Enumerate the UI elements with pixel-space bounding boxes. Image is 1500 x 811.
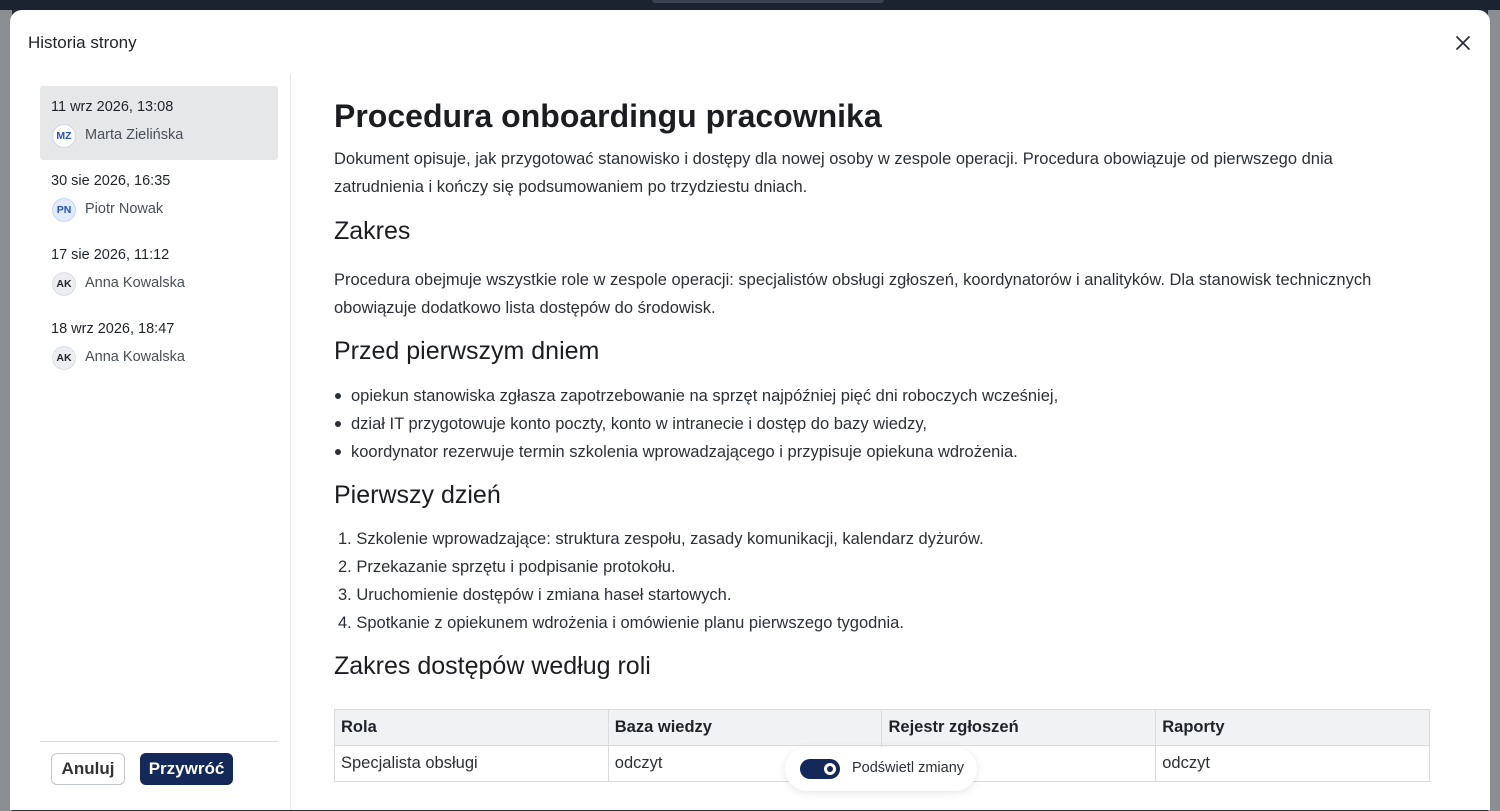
bullet-icon	[335, 393, 341, 399]
close-icon	[1455, 35, 1471, 51]
avatar: MZ	[52, 124, 76, 148]
list-item: 1. Szkolenie wprowadzające: struktura zespołu, zasady komunikacji, kalendarz dyżurów.	[338, 530, 984, 548]
highlight-changes-toggle[interactable]	[800, 759, 840, 779]
version-date: 11 wrz 2026, 13:08	[51, 99, 174, 115]
table-header: Raporty	[1156, 710, 1430, 746]
sidebar-footer-divider	[40, 741, 278, 742]
version-item[interactable]	[40, 308, 278, 382]
document-title: Procedura onboardingu pracownika	[334, 98, 882, 134]
version-item[interactable]	[40, 160, 278, 234]
version-list	[40, 86, 278, 810]
section-heading-scope: Zakres	[334, 217, 411, 245]
avatar: PN	[52, 198, 76, 222]
list-item: 4. Spotkanie z opiekunem wdrożenia i omówienie planu pierwszego tygodnia.	[338, 614, 904, 632]
version-date: 18 wrz 2026, 18:47	[51, 321, 175, 337]
bullet-icon	[335, 449, 341, 455]
version-date: 17 sie 2026, 11:12	[51, 247, 170, 263]
page-history-modal	[10, 10, 1490, 810]
version-date: 30 sie 2026, 16:35	[51, 173, 171, 189]
sidebar-divider	[290, 74, 291, 810]
section-heading-access: Zakres dostępów według roli	[334, 652, 651, 680]
highlight-changes-control	[785, 747, 977, 791]
section-heading-before-first-day: Przed pierwszym dniem	[334, 337, 600, 365]
table-cell: Specjalista obsługi	[335, 746, 609, 782]
table-cell: odczyt	[608, 746, 882, 782]
table-header-row	[335, 710, 1430, 746]
modal-title: Historia strony	[28, 33, 137, 52]
restore-button[interactable]: Przywróć	[140, 753, 233, 785]
list-item: 2. Przekazanie sprzętu i podpisanie protokołu.	[338, 558, 676, 576]
bullet-icon	[335, 421, 341, 427]
browser-top-bar	[0, 0, 1500, 10]
toggle-knob	[824, 763, 836, 775]
list-item: 3. Uruchomienie dostępów i zmiana haseł startowych.	[338, 586, 732, 604]
cancel-button[interactable]: Anuluj	[51, 753, 125, 785]
version-author: Marta Zielińska	[85, 127, 184, 143]
document-intro: Dokument opisuje, jak przygotować stanowisko i dostępy dla nowej osoby w zespole operacji. Procedura obowiązuje od pierwszego dnia zatrudnienia i kończy się podsumowaniem po trzydziestu dniach.	[334, 150, 1333, 196]
highlight-changes-label: Podświetl zmiany	[852, 760, 965, 776]
document-preview[interactable]: Procedura onboardingu pracownika Dokument opisuje, jak przygotować stanowisko i dostępy dla nowej osoby w zespole operacji. Procedura obowiązuje od pierwszego dnia zatrudnienia i kończy się podsumowaniem po trzydziestu dniach. Zakres Procedura obejmuje wszystkie role w zespole operacji: specjalistów obsługi zgłoszeń, koordynatorów i analityków. Dla stanowisk technicznych obowiązuje dodatkowo lista dostępów do środowisk. Przed pierwszym dniem opiekun stanowiska zgłasza zapotrzebowanie na sprzęt najpóźniej pięć dni roboczych wcześniej, dział IT przygotowuje konto poczty, konto w intranecie i dostęp do bazy wiedzy, koordynator rezerwuje termin szkolenia wprowadzającego i przypisuje opiekuna wdrożenia. Pierwszy dzień 1. Szkolenie wprowadzające: struktura zespołu, zasady komunikacji, kalendarz dyżurów. 2. Przekazanie sprzętu i podpisanie protokołu. 3. Uruchomienie dostępów i zmiana haseł startowych. 4. Spotkanie z opiekunem wdrożenia i omówienie planu pierwszego tygodnia. Zakres dostępów według roli Rola Baza wiedzy Rejestr zgłoszeń Raporty Specjalista obsługi odczyt odczyt	[334, 74, 1434, 760]
version-author: Piotr Nowak	[85, 201, 164, 217]
table-header: Rejestr zgłoszeń	[882, 710, 1156, 746]
table-header: Baza wiedzy	[608, 710, 882, 746]
version-author: Anna Kowalska	[85, 349, 185, 365]
version-author: Anna Kowalska	[85, 275, 185, 291]
section-heading-first-day: Pierwszy dzień	[334, 481, 501, 509]
scope-paragraph: Procedura obejmuje wszystkie role w zespole operacji: specjalistów obsługi zgłoszeń, koordynatorów i analityków. Dla stanowisk technicznych obowiązuje dodatkowo lista dostępów do środowisk.	[334, 271, 1372, 317]
avatar: AK	[52, 346, 76, 370]
version-item[interactable]	[40, 234, 278, 308]
top-bar-handle	[652, 0, 884, 3]
version-item[interactable]	[40, 86, 278, 160]
table-header: Rola	[335, 710, 609, 746]
table-cell: odczyt	[1156, 746, 1430, 782]
close-button[interactable]	[1449, 29, 1477, 57]
avatar: AK	[52, 272, 76, 296]
